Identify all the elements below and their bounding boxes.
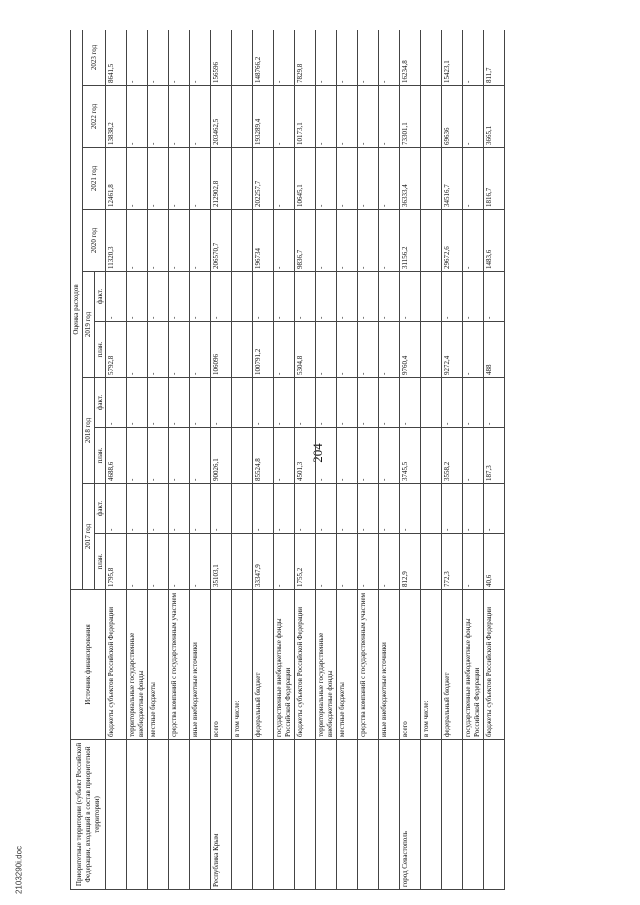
table-row <box>169 30 190 890</box>
header-source: Источник финансирования <box>71 590 106 740</box>
value-cell: - <box>337 378 358 428</box>
territory-cell <box>316 740 337 890</box>
value-cell: - <box>169 322 190 378</box>
value-cell: - <box>148 210 169 272</box>
header-spend-estimate: Оценка расходов <box>71 30 83 590</box>
table-row <box>421 30 442 890</box>
value-cell: - <box>316 428 337 484</box>
value-cell: - <box>316 484 337 534</box>
header-2021: 2021 год <box>82 148 106 210</box>
value-cell: - <box>337 30 358 86</box>
territory-cell <box>421 740 442 890</box>
value-cell: 15423,1 <box>442 30 463 86</box>
value-cell <box>232 210 253 272</box>
value-cell: - <box>295 378 316 428</box>
table-row <box>232 30 253 890</box>
source-cell: территориальные государственные внебюджетные фонды <box>127 590 148 740</box>
value-cell <box>421 86 442 148</box>
value-cell: - <box>484 378 505 428</box>
territory-cell <box>358 740 379 890</box>
table-row <box>190 30 211 890</box>
territory-cell <box>463 740 484 890</box>
value-cell: - <box>358 30 379 86</box>
value-cell: - <box>127 534 148 590</box>
value-cell: 69636 <box>442 86 463 148</box>
value-cell: 812,9 <box>400 534 421 590</box>
value-cell: 212902,8 <box>211 148 232 210</box>
source-cell: всего <box>400 590 421 740</box>
table-row <box>400 30 421 890</box>
value-cell: - <box>148 30 169 86</box>
table-row <box>463 30 484 890</box>
header-2022: 2022 год <box>82 86 106 148</box>
value-cell: 1816,7 <box>484 148 505 210</box>
table-row <box>442 30 463 890</box>
source-cell: местные бюджеты <box>337 590 358 740</box>
value-cell: - <box>316 86 337 148</box>
value-cell: - <box>190 428 211 484</box>
table-body <box>106 30 505 890</box>
value-cell: - <box>274 210 295 272</box>
value-cell <box>421 428 442 484</box>
value-cell: - <box>169 30 190 86</box>
value-cell <box>232 148 253 210</box>
value-cell <box>232 484 253 534</box>
source-cell: в том числе: <box>232 590 253 740</box>
value-cell: 811,7 <box>484 30 505 86</box>
value-cell: - <box>127 210 148 272</box>
value-cell: - <box>169 148 190 210</box>
value-cell: - <box>148 272 169 322</box>
value-cell: - <box>169 378 190 428</box>
value-cell: - <box>463 484 484 534</box>
value-cell: 9836,7 <box>295 210 316 272</box>
value-cell: - <box>148 378 169 428</box>
value-cell: 34516,7 <box>442 148 463 210</box>
value-cell: 16234,8 <box>400 30 421 86</box>
value-cell: - <box>379 30 400 86</box>
value-cell: - <box>379 428 400 484</box>
value-cell: - <box>127 30 148 86</box>
value-cell: 85524,8 <box>253 428 274 484</box>
value-cell: 1483,6 <box>484 210 505 272</box>
value-cell: - <box>400 484 421 534</box>
value-cell: 106096 <box>211 322 232 378</box>
territory-cell <box>148 740 169 890</box>
value-cell: 12461,8 <box>106 148 127 210</box>
value-cell: - <box>274 534 295 590</box>
source-cell: территориальные государственные внебюджетные фонды <box>316 590 337 740</box>
value-cell <box>232 378 253 428</box>
value-cell <box>232 322 253 378</box>
value-cell: - <box>127 484 148 534</box>
value-cell: 36333,4 <box>400 148 421 210</box>
page-number: 204 <box>310 443 325 463</box>
value-cell: - <box>274 428 295 484</box>
value-cell: - <box>106 484 127 534</box>
value-cell: - <box>169 86 190 148</box>
value-cell: - <box>337 210 358 272</box>
value-cell: 10645,1 <box>295 148 316 210</box>
value-cell <box>421 484 442 534</box>
value-cell: 203462,5 <box>211 86 232 148</box>
value-cell: 33347,9 <box>253 534 274 590</box>
territory-cell: Республика Крым <box>211 740 232 890</box>
source-cell: всего <box>211 590 232 740</box>
table-row <box>379 30 400 890</box>
value-cell: 193289,4 <box>253 86 274 148</box>
value-cell: - <box>379 484 400 534</box>
table-row <box>295 30 316 890</box>
value-cell: - <box>358 378 379 428</box>
value-cell: - <box>379 86 400 148</box>
territory-cell <box>379 740 400 890</box>
value-cell: 11320,3 <box>106 210 127 272</box>
value-cell: 4501,3 <box>295 428 316 484</box>
value-cell: - <box>316 322 337 378</box>
value-cell: 8641,5 <box>106 30 127 86</box>
value-cell: - <box>190 272 211 322</box>
source-cell: иные внебюджетные источники <box>379 590 400 740</box>
value-cell: - <box>190 86 211 148</box>
value-cell: 202257,7 <box>253 148 274 210</box>
value-cell <box>421 30 442 86</box>
value-cell: - <box>316 378 337 428</box>
value-cell: - <box>316 210 337 272</box>
header-territory: Приоритетные территории (субъект Российской Федерации, входящий в состав приоритетной территории) <box>71 740 106 890</box>
territory-cell <box>274 740 295 890</box>
value-cell <box>232 86 253 148</box>
value-cell: 772,3 <box>442 534 463 590</box>
value-cell: 73301,1 <box>400 86 421 148</box>
value-cell: - <box>190 534 211 590</box>
header-2023: 2023 год <box>82 30 106 86</box>
value-cell <box>421 210 442 272</box>
value-cell: - <box>148 484 169 534</box>
value-cell: - <box>316 30 337 86</box>
value-cell: - <box>148 534 169 590</box>
value-cell: - <box>463 30 484 86</box>
value-cell: - <box>337 428 358 484</box>
header-2020: 2020 год <box>82 210 106 272</box>
value-cell: - <box>190 210 211 272</box>
value-cell: - <box>358 428 379 484</box>
territory-cell <box>190 740 211 890</box>
value-cell: - <box>337 534 358 590</box>
value-cell: - <box>169 428 190 484</box>
value-cell: - <box>127 272 148 322</box>
value-cell: - <box>190 378 211 428</box>
source-cell: средства компаний с государственным участием <box>169 590 190 740</box>
table-container <box>70 30 570 890</box>
value-cell: 100791,2 <box>253 322 274 378</box>
source-cell: бюджеты субъектов Российской Федерации <box>484 590 505 740</box>
value-cell: - <box>127 86 148 148</box>
value-cell: - <box>274 484 295 534</box>
value-cell: - <box>127 148 148 210</box>
value-cell: - <box>337 272 358 322</box>
value-cell: - <box>463 210 484 272</box>
value-cell: 7829,8 <box>295 30 316 86</box>
value-cell: - <box>358 86 379 148</box>
value-cell: - <box>295 484 316 534</box>
value-cell <box>421 322 442 378</box>
territory-cell <box>169 740 190 890</box>
footer-filename: 2103290i.doc <box>14 845 24 895</box>
source-cell: средства компаний с государственным участием <box>358 590 379 740</box>
value-cell: - <box>358 210 379 272</box>
value-cell: - <box>190 322 211 378</box>
value-cell: - <box>253 484 274 534</box>
value-cell: - <box>127 322 148 378</box>
value-cell: - <box>463 378 484 428</box>
table-row <box>148 30 169 890</box>
header-plan: план. <box>94 534 106 590</box>
header-2019: 2019 год <box>82 272 94 378</box>
value-cell: - <box>274 378 295 428</box>
value-cell: - <box>337 86 358 148</box>
value-cell: - <box>463 534 484 590</box>
value-cell: - <box>148 428 169 484</box>
value-cell: - <box>169 534 190 590</box>
value-cell: - <box>106 378 127 428</box>
value-cell: - <box>484 272 505 322</box>
value-cell <box>232 272 253 322</box>
value-cell: - <box>316 148 337 210</box>
value-cell: - <box>337 484 358 534</box>
value-cell: - <box>316 272 337 322</box>
value-cell <box>421 378 442 428</box>
table-row <box>211 30 232 890</box>
value-cell: 3745,5 <box>400 428 421 484</box>
value-cell: 187,3 <box>484 428 505 484</box>
value-cell: 90026,1 <box>211 428 232 484</box>
value-cell: - <box>400 272 421 322</box>
source-cell: бюджеты субъектов Российской Федерации <box>295 590 316 740</box>
territory-cell <box>337 740 358 890</box>
header-plan: план. <box>94 322 106 378</box>
header-2018: 2018 год <box>82 378 94 484</box>
value-cell: 9272,4 <box>442 322 463 378</box>
table-row <box>484 30 505 890</box>
table-row <box>274 30 295 890</box>
header-fact: факт. <box>94 378 106 428</box>
source-cell: местные бюджеты <box>148 590 169 740</box>
territory-cell <box>106 740 127 890</box>
value-cell: - <box>358 484 379 534</box>
table-row <box>253 30 274 890</box>
spending-table <box>70 30 505 890</box>
value-cell: - <box>190 484 211 534</box>
value-cell: 196734 <box>253 210 274 272</box>
value-cell: - <box>379 148 400 210</box>
value-cell: 5304,8 <box>295 322 316 378</box>
value-cell: 10173,1 <box>295 86 316 148</box>
territory-cell <box>442 740 463 890</box>
source-cell: государственные внебюджетные фонды Российской Федерации <box>274 590 295 740</box>
value-cell: - <box>358 272 379 322</box>
value-cell: - <box>211 272 232 322</box>
value-cell: - <box>274 272 295 322</box>
value-cell <box>232 30 253 86</box>
value-cell: - <box>148 86 169 148</box>
value-cell: - <box>463 428 484 484</box>
value-cell: - <box>148 322 169 378</box>
value-cell: - <box>442 272 463 322</box>
value-cell: - <box>337 322 358 378</box>
value-cell: 156596 <box>211 30 232 86</box>
value-cell: - <box>274 322 295 378</box>
value-cell: - <box>106 272 127 322</box>
header-2017: 2017 год <box>82 484 94 590</box>
source-cell: в том числе: <box>421 590 442 740</box>
value-cell: - <box>274 148 295 210</box>
value-cell: - <box>463 322 484 378</box>
value-cell: - <box>379 210 400 272</box>
territory-cell: город Севастополь <box>400 740 421 890</box>
value-cell: 488 <box>484 322 505 378</box>
value-cell: - <box>379 534 400 590</box>
value-cell: - <box>442 484 463 534</box>
value-cell: - <box>274 86 295 148</box>
territory-cell <box>295 740 316 890</box>
value-cell: - <box>400 378 421 428</box>
value-cell: - <box>253 272 274 322</box>
value-cell: - <box>190 30 211 86</box>
header-plan: план. <box>94 428 106 484</box>
value-cell: - <box>127 378 148 428</box>
table-row <box>127 30 148 890</box>
value-cell: 1795,8 <box>106 534 127 590</box>
value-cell: 40,6 <box>484 534 505 590</box>
value-cell: - <box>169 272 190 322</box>
value-cell: - <box>379 272 400 322</box>
value-cell: - <box>358 534 379 590</box>
value-cell: - <box>127 428 148 484</box>
territory-cell <box>232 740 253 890</box>
value-cell: 4688,6 <box>106 428 127 484</box>
value-cell: - <box>379 378 400 428</box>
value-cell: 35103,1 <box>211 534 232 590</box>
value-cell: 206570,7 <box>211 210 232 272</box>
value-cell: 29672,6 <box>442 210 463 272</box>
table-row <box>358 30 379 890</box>
territory-cell <box>253 740 274 890</box>
territory-cell <box>127 740 148 890</box>
source-cell: федеральный бюджет <box>253 590 274 740</box>
value-cell: 3665,1 <box>484 86 505 148</box>
value-cell: 13838,2 <box>106 86 127 148</box>
value-cell <box>421 148 442 210</box>
value-cell: 9760,4 <box>400 322 421 378</box>
value-cell: 31156,2 <box>400 210 421 272</box>
table-row <box>106 30 127 890</box>
value-cell: - <box>358 148 379 210</box>
source-cell: иные внебюджетные источники <box>190 590 211 740</box>
header-fact: факт. <box>94 484 106 534</box>
value-cell <box>421 534 442 590</box>
value-cell: - <box>463 148 484 210</box>
value-cell: - <box>274 30 295 86</box>
source-cell: бюджеты субъектов Российской Федерации <box>106 590 127 740</box>
value-cell: - <box>463 86 484 148</box>
value-cell: - <box>169 484 190 534</box>
value-cell: - <box>316 534 337 590</box>
value-cell: - <box>211 378 232 428</box>
header-fact: факт. <box>94 272 106 322</box>
value-cell: - <box>484 484 505 534</box>
value-cell: 1755,2 <box>295 534 316 590</box>
value-cell: 3558,2 <box>442 428 463 484</box>
value-cell <box>232 534 253 590</box>
source-cell: федеральный бюджет <box>442 590 463 740</box>
value-cell: - <box>169 210 190 272</box>
value-cell: - <box>295 272 316 322</box>
value-cell: - <box>442 378 463 428</box>
value-cell: - <box>148 148 169 210</box>
source-cell: государственные внебюджетные фонды Российской Федерации <box>463 590 484 740</box>
value-cell: 5792,8 <box>106 322 127 378</box>
value-cell: - <box>358 322 379 378</box>
value-cell: - <box>211 484 232 534</box>
value-cell: - <box>190 148 211 210</box>
value-cell: - <box>379 322 400 378</box>
value-cell <box>232 428 253 484</box>
territory-cell <box>484 740 505 890</box>
value-cell <box>421 272 442 322</box>
value-cell: 148766,2 <box>253 30 274 86</box>
value-cell: - <box>337 148 358 210</box>
table-row <box>337 30 358 890</box>
table-row <box>316 30 337 890</box>
value-cell: - <box>253 378 274 428</box>
value-cell: - <box>463 272 484 322</box>
